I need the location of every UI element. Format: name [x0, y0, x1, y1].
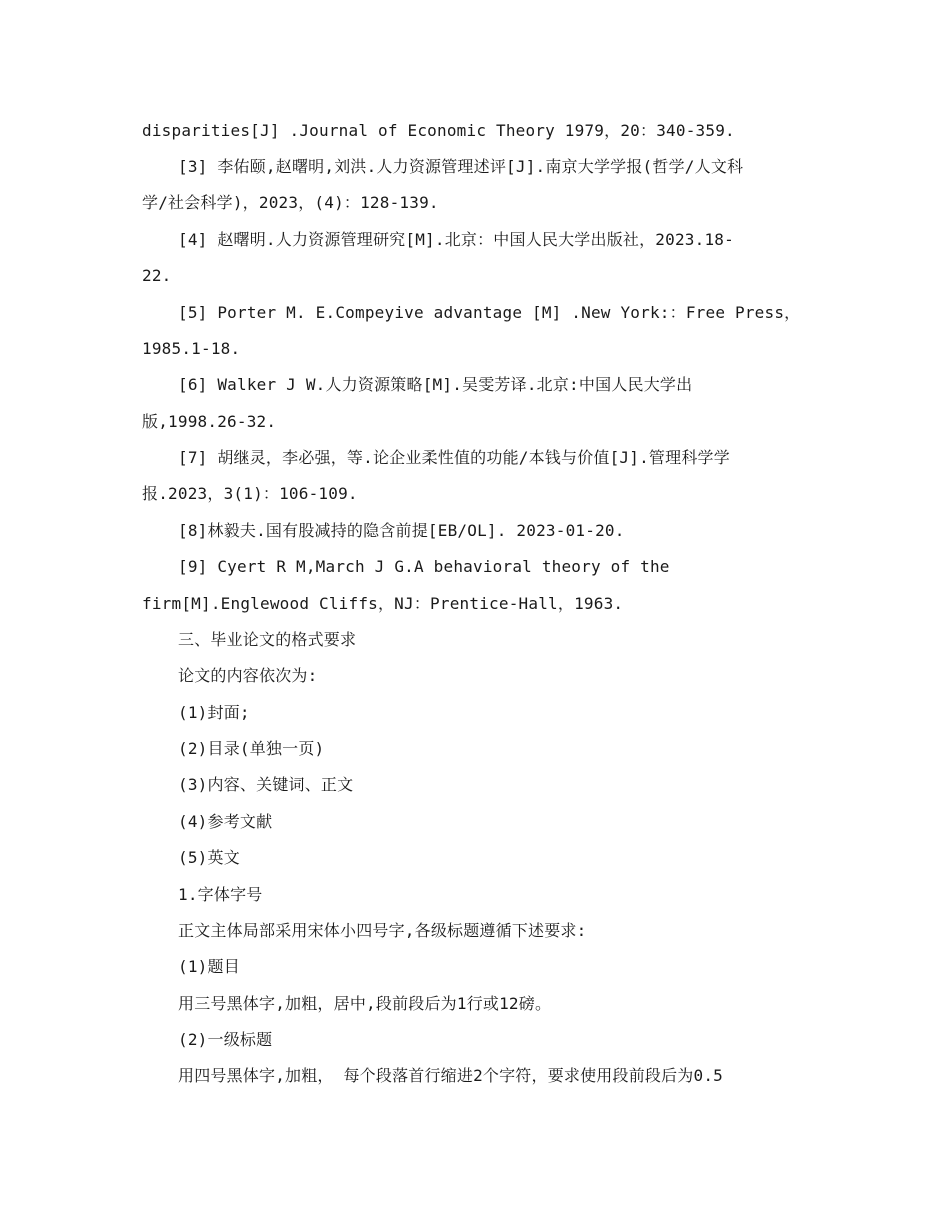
- reference-item: [5] Porter M. E.Compeyive advantage [M] .New York:：Free Press，: [178, 303, 801, 322]
- text-line: 报.2023，3(1)：106-109.: [142, 484, 358, 503]
- paragraph: 用三号黑体字,加粗，居中,段前段后为1行或12磅。: [178, 994, 552, 1013]
- list-item: (2)一级标题: [178, 1030, 273, 1049]
- text-line: 学/社会科学)，2023，(4)：128-139.: [142, 193, 439, 212]
- reference-item: [8]林毅夫.国有股减持的隐含前提[EB/OL]. 2023-01-20.: [178, 521, 625, 540]
- subheading: 1.字体字号: [178, 885, 263, 904]
- list-item: (1)封面;: [178, 703, 250, 722]
- reference-item: [3] 李佑颐,赵曙明,刘洪.人力资源管理述评[J].南京大学学报(哲学/人文科: [178, 157, 744, 176]
- reference-item: [6] Walker J W.人力资源策略[M].吴雯芳译.北京:中国人民大学出: [178, 375, 693, 394]
- paragraph: 正文主体局部采用宋体小四号字,各级标题遵循下述要求:: [178, 921, 587, 940]
- reference-item: [7] 胡继灵，李必强，等.论企业柔性值的功能/本钱与价值[J].管理科学学: [178, 448, 730, 467]
- text-line: 版,1998.26-32.: [142, 412, 277, 431]
- reference-item: [9] Cyert R M,March J G.A behavioral theory of the: [178, 557, 670, 576]
- text-line: firm[M].Englewood Cliffs，NJ：Prentice-Hall，1963.: [142, 594, 624, 613]
- list-item: (5)英文: [178, 848, 240, 867]
- reference-item: [4] 赵曙明.人力资源管理研究[M].北京：中国人民大学出版社，2023.18-: [178, 230, 734, 249]
- text-line: 22.: [142, 266, 172, 285]
- text-line: disparities[J] .Journal of Economic Theory 1979，20：340-359.: [142, 121, 735, 140]
- list-item: (2)目录(单独一页): [178, 739, 325, 758]
- paragraph: 用四号黑体字,加粗， 每个段落首行缩进2个字符，要求使用段前段后为0.5: [178, 1066, 723, 1085]
- paragraph: 论文的内容依次为:: [178, 666, 318, 685]
- list-item: (1)题目: [178, 957, 240, 976]
- list-item: (4)参考文献: [178, 812, 273, 831]
- section-heading: 三、毕业论文的格式要求: [178, 630, 357, 649]
- text-line: 1985.1-18.: [142, 339, 241, 358]
- list-item: (3)内容、关键词、正文: [178, 775, 354, 794]
